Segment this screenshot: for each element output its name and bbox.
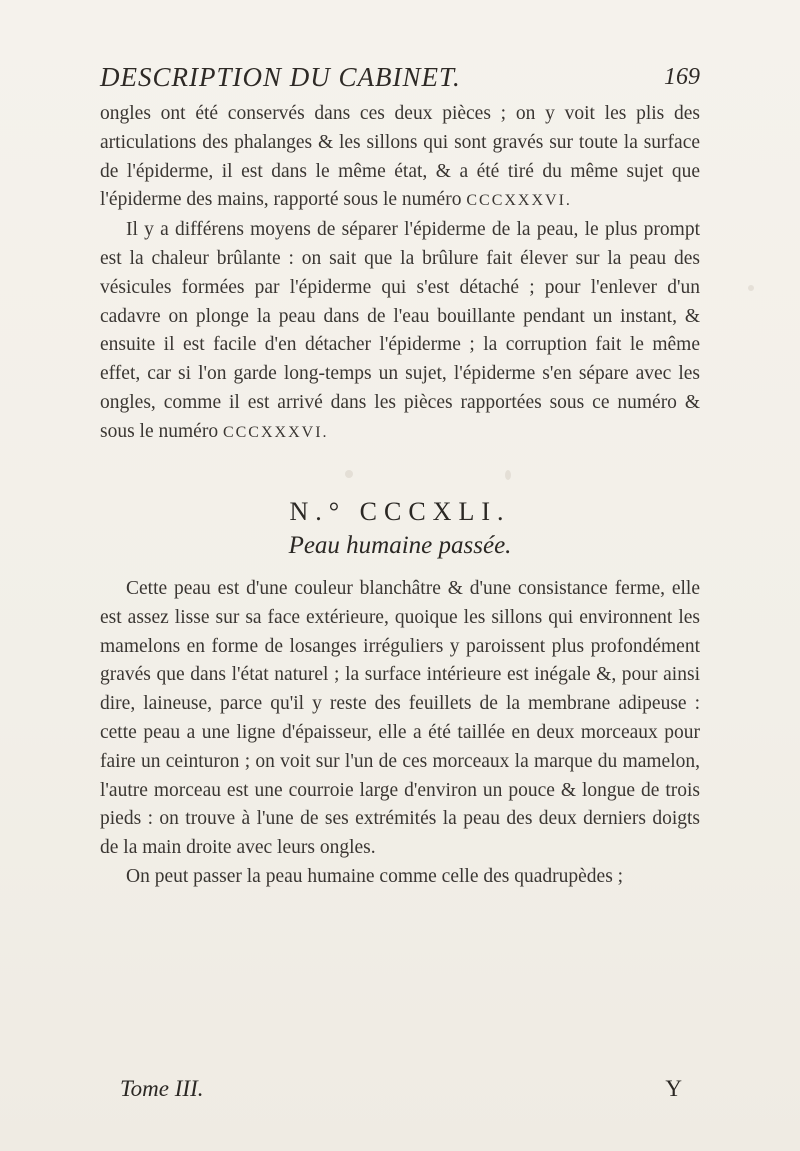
paper-speck [505, 470, 511, 480]
paragraph-final [100, 863, 700, 892]
text-line: de ses extrémités la peau des deux derniers doigts de la main [100, 808, 701, 859]
text-line: parce qu'il y reste des feuillets de la membrane adipeuse : cette [100, 693, 700, 743]
page-footer [100, 1076, 700, 1106]
text-line: détaché ; pour l'enlever d'un cadavre on plonge la peau dans de [100, 276, 700, 327]
text-line: peau a une ligne d'épaisseur, elle a été taillée en deux morceaux [143, 721, 658, 743]
signature-mark: Y [665, 1076, 682, 1101]
entry-title: Peau humaine passée. [288, 532, 512, 559]
text-line: détacher l'épiderme ; la corruption fait le même effet, car si l'on [100, 334, 700, 385]
paragraph-continued [100, 100, 700, 216]
numeral-reference: CCCXXXVI. [222, 423, 329, 441]
text-line: ongles ont été conservés dans ces deux pièces ; on y voit les plis [100, 103, 665, 124]
text-line: plus prompt est la chaleur brûlante : on sait que la brûlure fait [100, 219, 700, 269]
text-line: On peut passer la peau humaine comme celle des quadrupèdes ; [126, 865, 624, 887]
running-title: DESCRIPTION DU CABINET. [100, 62, 461, 92]
text-line: numéro [401, 189, 467, 211]
text-line: des articulations des phalanges & les sillons qui sont gravés sur [100, 103, 700, 153]
text-line: toute la surface de l'épiderme, il est dans le même état, & a été [100, 131, 701, 182]
text-line: d'environ un pouce & longue de trois pieds : on trouve à l'une [100, 779, 701, 830]
paper-speck [748, 285, 754, 291]
paragraph-methods [100, 216, 700, 447]
entry-text [100, 575, 700, 892]
text-line: Il y a différens moyens de séparer l'épiderme de la peau, le [126, 219, 599, 241]
entry-number: N.° CCCXLI. [289, 497, 511, 526]
text-line: comme il est arrivé dans les pièces rapportées sous ce numéro & [163, 391, 700, 413]
page-header [100, 62, 700, 98]
text-line: Cette peau est d'une couleur blanchâtre & d'une consistance [126, 578, 608, 599]
text-line: y paroissent plus profondément gravés que dans l'état naturel ; [100, 635, 700, 686]
paper-speck [345, 470, 353, 478]
text-line: tiré du même sujet que l'épiderme des mains, rapporté sous le [100, 160, 700, 211]
text-line: marque du mamelon, l'autre morceau est une courroie large [100, 750, 701, 801]
text-line: garde long-temps un sujet, l'épiderme s'en sépare avec les ongles, [100, 363, 701, 413]
page-number: 169 [664, 64, 700, 90]
text-line: sous le numéro [100, 420, 223, 442]
numeral-reference: CCCXXXVI. [466, 192, 572, 210]
text-line: pour faire un ceinturon ; on voit sur l'un de ces morceaux la [100, 721, 701, 772]
text-line: l'eau bouillante pendant un instant, & ensuite il est facile d'en [100, 305, 701, 356]
text-line: élever sur la peau des vésicules formées par l'épiderme qui s'est [100, 247, 700, 298]
text-line: qui environnent les mamelons en forme de losanges irréguliers [100, 606, 701, 657]
text-line: droite avec leurs ongles. [186, 837, 376, 859]
paragraph-description [100, 575, 700, 863]
tome-label: Tome III. [120, 1076, 204, 1101]
text-line: ferme, elle est assez lisse sur sa face extérieure, quoique les sillons [100, 578, 701, 628]
continued-text [100, 100, 700, 448]
text-line: la surface intérieure est inégale &, pour ainsi dire, laineuse, [100, 664, 700, 715]
